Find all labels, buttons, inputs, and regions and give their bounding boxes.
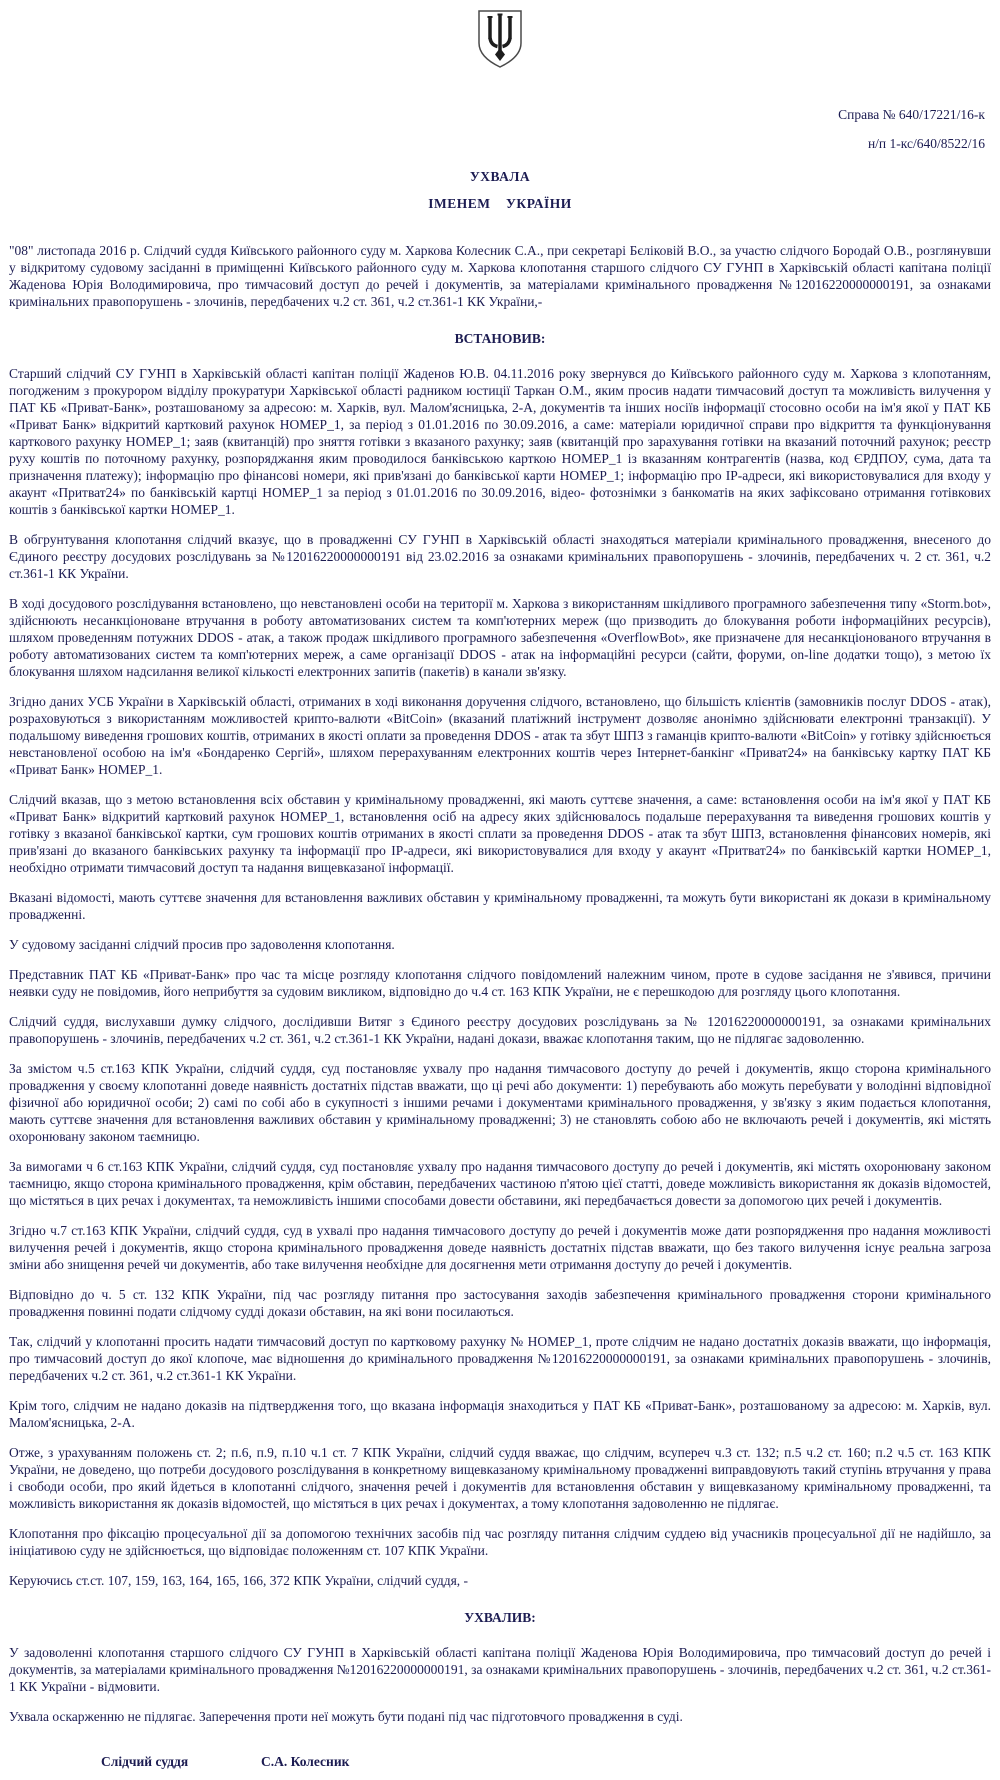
paragraph: Ухвала оскарженню не підлягає. Заперечення проти неї можуть бути подані під час підготовчого провадження в суді. <box>9 1709 683 1724</box>
registry-number: н/п 1-кс/640/8522/16 <box>867 136 985 151</box>
paragraph: Так, слідчий у клопотанні просить надати тимчасовий доступ по картковому рахунку № НОМЕР_1, проте слідчим не надано достатніх доказів вважати, що інформація, про тимчасовий доступ до якої клопоче, має відношення до кримінального провадження №12016220000000191, за ознаками кримінальних правопорушень - злочинів, передбачених ч.2 ст. 361, ч.2 ст.361-1 КК України. <box>9 1334 991 1383</box>
paragraph: Слідчий суддя, вислухавши думку слідчого, дослідивши Витяг з Єдиного реєстру досудових розслідувань за № 12016220000000191, за ознаками кримінальних правопорушень - злочинів, передбачених ч.2 ст. 361, ч.2 ст.361-1 КК України, надані докази, вважає клопотання таким, що не підлягає задоволенню. <box>9 1014 991 1046</box>
document-body <box>9 242 991 1770</box>
document-subtitle: ІМЕНЕМ УКРАЇНИ <box>428 196 572 211</box>
paragraph: Клопотання про фіксацію процесуальної дії за допомогою технічних засобів під час розгляду питання слідчим суддею від учасників процесуальної дії не надійшло, за ініціативою суду не здійснюється, що відповідає положенням ст. 107 КПК України. <box>9 1526 991 1558</box>
paragraph: Відповідно до ч. 5 ст. 132 КПК України, під час розгляду питання про застосування заходів забезпечення кримінального провадження сторони кримінального провадження повинні подати слідчому судді докази обставин, на які вони посилаються. <box>9 1287 991 1319</box>
paragraph: Згідно ч.7 ст.163 КПК України, слідчий суддя, суд в ухвалі про надання тимчасового доступу до речей і документів може дати розпорядження про надання можливості вилучення речей і документів, якщо сторона кримінального провадження доведе наявність достатніх підстав вважати, що без такого вилучення існує реальна загроза зміни або знищення речей чи документів, або таке вилучення необхідне для досягнення мети отримання доступу до речей і документів. <box>9 1223 991 1272</box>
paragraph: В обгрунтування клопотання слідчий вказує, що в провадженні СУ ГУНП в Харківській області знаходяться матеріали кримінального провадження, внесеного до Єдиного реєстру досудових розслідувань за №12016220000000191 від 23.02.2016 за ознаками кримінальних правопорушень - злочинів, передбачених ч. 2 ст. 361, ч.2 ст.361-1 КК України. <box>9 532 991 581</box>
paragraph: У судовому засіданні слідчий просив про задоволення клопотання. <box>9 937 395 952</box>
paragraph: Представник ПАТ КБ «Приват-Банк» про час та місце розгляду клопотання слідчого повідомлений належним чином, проте в судове засідання не з'явився, причини неявки суду не повідомив, його неприбуття за судовим викликом, відповідно до ч.4 ст. 163 КПК України, не є перешкодою для розгляду цього клопотання. <box>9 967 991 999</box>
paragraph: Крім того, слідчим не надано доказів на підтвердження того, що вказана інформація знаходиться у ПАТ КБ «Приват-Банк», розташованому за адресою: м. Харків, вул. Малом'ясницька, 2-А. <box>9 1398 991 1430</box>
emblem-container <box>9 6 991 76</box>
paragraph: В ході досудового розслідування встановлено, що невстановлені особи на території м. Харкова з використанням шкідливого програмного забезпечення типу «Storm.bot», здійснюють несанкціоноване втручання в роботу автоматизованих систем та комп'ютерних мереж (що призводить до блокування роботи інформаційних ресурсів), шляхом проведенням потужних DDOS - атак, а також продаж шкідливого програмного забезпечення «OverflowBot», яке призначене для несанкціонованого втручання в роботу автоматизованих систем та комп'ютерних мереж, а саме організації DDOS - атак на інформаційні ресурси (сайти, форуми, on-line додатки тощо), з метою їх блокування шляхом надсилання великої кількості електронних запитів (пакетів) в канали зв'язку. <box>9 596 991 679</box>
paragraph: Слідчий вказав, що з метою встановлення всіх обставин у кримінальному провадженні, які мають суттєве значення, а саме: встановлення особи на ім'я якої у ПАТ КБ «Приват Банк» відкритий картковий рахунок НОМЕР_1, встановлення осіб на адресу яких здійснювалось подальше перерахування та виведення грошових коштів у готівку з вказаної банківської картки, сум грошових коштів отриманих в якості сплати за проведення DDOS - атак та збут ШПЗ, встановлення фінансових номерів, які прив'язані до вказаного банківських рахунку та інформації про IP-адреси, які використовувалися для входу у акаунт «Притват24» по банківській картки НОМЕР_1, необхідно отримати тимчасовий доступ та надання вищевказаної інформації. <box>9 792 991 875</box>
section-heading-ruled: УХВАЛИВ: <box>464 1610 536 1625</box>
document-title: УХВАЛА <box>469 169 531 184</box>
signature-block <box>9 1753 991 1770</box>
paragraph: Старший слідчий СУ ГУНП в Харківській області капітан поліції Жаденов Ю.В. 04.11.2016 року звернувся до Київського районного суду м. Харкова з клопотанням, погодженим з прокурором відділу прокуратури Харківської області радником юстиції Таркан О.М., яким просив надати тимчасовий доступ та можливість вилучення у ПАТ КБ «Приват-Банк», розташованому за адресою: м. Харків, вул. Малом'ясницька, 2-А, документів та інших носіїв інформації стосовно особи на ім'я якої у ПАТ КБ «Приват Банк» відкритий картковий рахунок НОМЕР_1, за період з 01.01.2016 по 30.09.2016, а саме: матеріали юридичної справи про відкриття та функціонування карткового рахунку НОМЕР_1; заяв (квитанцій) про зняття готівки з вказаного рахунку; заяв (квитанцій про зарахування готівки на вказаний поточний рахунок; реєстр руху коштів по поточному рахунку, розпоряджання яким проводилося банківською карткою НОМЕР_1 із вказанням контрагентів (назва, код ЄРДПОУ, сума, дата та призначення платежу); інформацію про фінансові номери, які прив'язані до банківської карти НОМЕР_1; інформацію про IP-адреси, які використовувалися для входу у акаунт «Притват24» по банківській картці НОМЕР_1 за період з 01.01.2016 по 30.09.2016, відео- фотознімки з банкоматів на яких зафіксовано отримання готівкових коштів з банківської картки НОМЕР_1. <box>9 366 991 517</box>
paragraph: За вимогами ч 6 ст.163 КПК України, слідчий суддя, суд постановляє ухвалу про надання тимчасового доступу до речей і документів, які містять охоронювану законом таємницю, якщо сторона кримінального провадження, крім обставин, передбачених частиною п'ятою цієї статті, доведе можливість використання як доказів відомостей, що містяться в цих речах і документах, та неможливість іншими способами довести обставини, які передбачається довести за допомогою цих речей і документів. <box>9 1159 991 1208</box>
intro-paragraph: "08" листопада 2016 р. Слідчий суддя Київського районного суду м. Харкова Колесник С.А., при секретарі Бєліковій В.О., за участю слідчого Бородай О.В., розглянувши у відкритому судовому засіданні в приміщенні Київського районного суду м. Харкова клопотання старшого слідчого СУ ГУНП в Харківській області капітана поліції Жаденова Юрія Володимировича, про тимчасовий доступ до речей і документів, за матеріалами кримінального провадження №12016220000000191, за ознаками кримінальних правопорушень - злочинів, передбачених ч.2 ст. 361, ч.2 ст.361-1 КК України,- <box>9 243 991 309</box>
paragraph: Згідно даних УСБ України в Харківській області, отриманих в ході виконання доручення слідчого, встановлено, що більшість клієнтів (замовників послуг DDOS - атак), розраховуються з використанням можливостей крипто-валюти «BitCoin» (вказаний платіжний інструмент дозволяє анонімно здійснювати електронні транзакції). У подальшому виведення грошових коштів, отриманих в якості оплати за проведення DDOS - атак та збут ШПЗ з гаманців крипто-валюти «BitCoin» у готівку здійснюється невстановленої особою на ім'я «Бондаренко Сергій», шляхом перерахуванням електронних коштів через Інтернет-банкінг «Приват24» на банківську картку ПАТ КБ «Приват Банк» НОМЕР_1. <box>9 694 991 777</box>
paragraph: У задоволенні клопотання старшого слідчого СУ ГУНП в Харківській області капітана поліції Жаденова Юрія Володимировича, про тимчасовий доступ до речей і документів, за матеріалами кримінального провадження №12016220000000191, за ознаками кримінальних правопорушень - злочинів, передбачених ч.2 ст. 361, ч.2 ст.361-1 КК України - відмовити. <box>9 1645 991 1694</box>
signature-role: Слідчий суддя <box>101 1754 189 1769</box>
case-number: Справа № 640/17221/16-к <box>838 107 985 122</box>
signature-name: С.А. Колесник <box>261 1754 350 1769</box>
section-heading-established: ВСТАНОВИВ: <box>454 331 546 346</box>
paragraph: Керуючись ст.ст. 107, 159, 163, 164, 165, 166, 372 КПК України, слідчий суддя, - <box>9 1573 469 1588</box>
paragraph: Вказані відомості, мають суттєве значення для встановлення важливих обставин у кримінальному провадженні, та можуть бути використані як докази в кримінальному провадженні. <box>9 890 991 922</box>
title-block <box>9 168 991 212</box>
paragraph: За змістом ч.5 ст.163 КПК України, слідчий суддя, суд постановляє ухвалу про надання тимчасового доступу до речей і документів, якщо сторона кримінального провадження у своєму клопотанні доведе наявність достатніх підстав вважати, що ці речі або документи: 1) перебувають або можуть перебувати у володінні відповідної фізичної або юридичної особи; 2) самі по собі або в сукупності з іншими речами і документами кримінального провадження, у зв'язку з яким подається клопотання, мають суттєве значення для встановлення важливих обставин у кримінальному провадженні; 3) не становлять собою або не включають речей і документів, які містять охоронювану законом таємницю. <box>9 1061 991 1144</box>
paragraph: Отже, з урахуванням положень ст. 2; п.6, п.9, п.10 ч.1 ст. 7 КПК України, слідчий суддя вважає, що слідчим, всупереч ч.3 ст. 132; п.5 ч.2 ст. 160; п.2 ч.5 ст. 163 КПК України, не доведено, що потреби досудового розслідування в конкретному вищевказаному кримінальному провадженні виправдовують такий ступінь втручання у права і свободи особи, про який йдеться в клопотанні слідчого, значення речей і документів для встановлення обставин у вищевказаному кримінальному провадженні, та можливість використання як доказів відомостей, що містяться в цих речах і документах, а тому клопотання задоволенню не підлягає. <box>9 1445 991 1511</box>
case-numbers-block <box>9 106 991 152</box>
ukraine-trident-coat-of-arms-icon <box>475 60 525 75</box>
